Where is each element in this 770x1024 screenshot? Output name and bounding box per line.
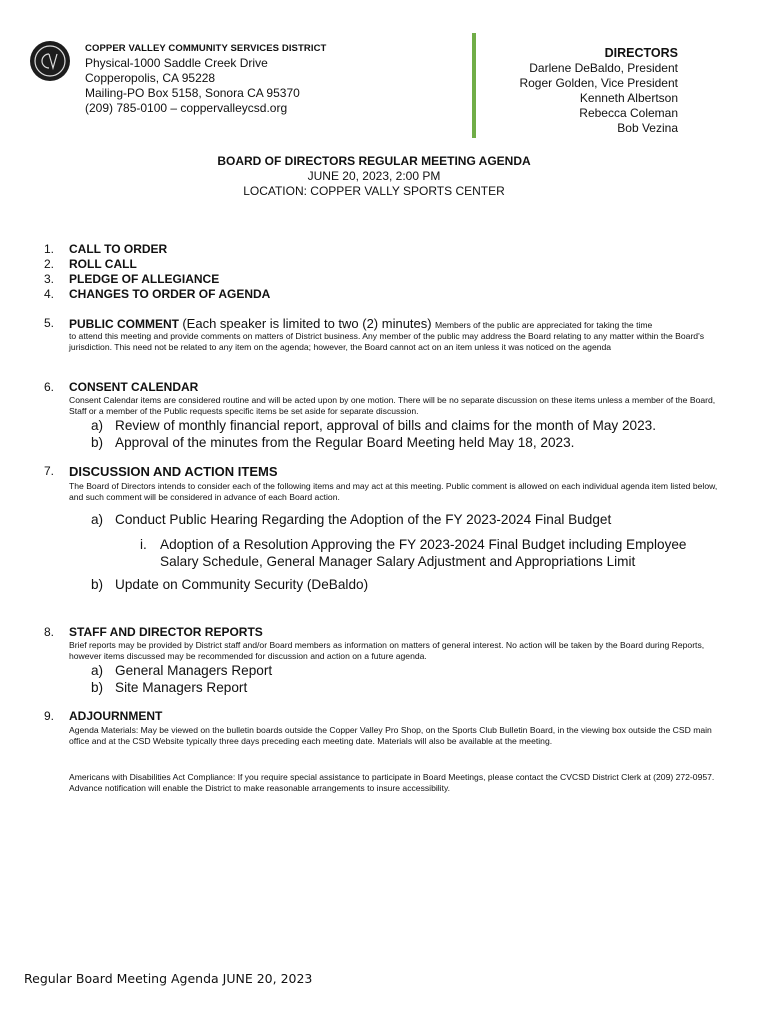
sub-sub-item xyxy=(140,536,720,570)
director-name: Bob Vezina xyxy=(617,121,678,135)
item-description: Brief reports may be provided by District staff and/or Board members as information on matters of general interest. No action will be taken by the Board during Reports, however items discussed may be recommended for discussion and action on a future agenda. xyxy=(69,640,705,661)
item-label: CHANGES TO ORDER OF AGENDA xyxy=(69,287,271,301)
page-footer: Regular Board Meeting Agenda JUNE 20, 2023 xyxy=(24,971,313,986)
item-label: ADJOURNMENT xyxy=(69,709,163,723)
item-label: CONSENT CALENDAR xyxy=(69,380,199,394)
address-physical: Physical-1000 Saddle Creek Drive xyxy=(85,56,268,70)
org-block xyxy=(85,41,326,116)
item-label: PLEDGE OF ALLEGIANCE xyxy=(69,272,220,286)
item-label: PUBLIC COMMENT xyxy=(69,317,179,331)
sub-text: Review of monthly financial report, approval of bills and claims for the month of May 2023. xyxy=(115,418,656,433)
header-divider xyxy=(472,33,476,138)
sub-marker: a) xyxy=(91,418,104,433)
sub-item xyxy=(91,512,611,528)
sub-item xyxy=(91,663,272,679)
item-label: CALL TO ORDER xyxy=(69,242,168,256)
ada-compliance-note: Americans with Disabilities Act Compliance: If you require special assistance to participate in Board Meetings, please contact the CVCSD District Clerk at (209) 272-0957. Advance notification will enable the District to make reasonable arrangements to insure accessibility. xyxy=(69,772,715,793)
item-label-suffix: (Each speaker is limited to two (2) minutes) xyxy=(182,316,432,331)
directors-block xyxy=(519,46,678,136)
sub-marker: b) xyxy=(91,680,104,695)
logo-emblem-icon xyxy=(30,41,70,81)
sub-sub-text: Adoption of a Resolution Approving the FY 2023-2024 Final Budget including Employee Salary Schedule, General Manager Salary Adjustment and Appropriations Limit xyxy=(160,537,687,569)
agenda-title-block xyxy=(0,154,748,199)
sub-marker: b) xyxy=(91,577,104,592)
sub-item xyxy=(91,435,574,451)
sub-marker: a) xyxy=(91,663,104,678)
item-number: 3. xyxy=(44,272,55,286)
meeting-date: JUNE 20, 2023, 2:00 PM xyxy=(307,169,441,183)
item-label: DISCUSSION AND ACTION ITEMS xyxy=(69,464,278,479)
item-label: STAFF AND DIRECTOR REPORTS xyxy=(69,625,263,639)
sub-marker: a) xyxy=(91,512,104,527)
address-mailing: Mailing-PO Box 5158, Sonora CA 95370 xyxy=(85,86,300,100)
sub-text: Approval of the minutes from the Regular Board Meeting held May 18, 2023. xyxy=(115,435,575,450)
item-number: 1. xyxy=(44,242,55,256)
item-number: 4. xyxy=(44,287,55,301)
sub-item xyxy=(91,577,368,593)
sub-item xyxy=(91,680,247,696)
directors-heading: DIRECTORS xyxy=(604,46,678,60)
meeting-location: LOCATION: COPPER VALLY SPORTS CENTER xyxy=(243,184,505,198)
item-number: 7. xyxy=(44,464,55,478)
director-name: Roger Golden, Vice President xyxy=(519,76,678,90)
item-number: 5. xyxy=(44,316,55,330)
agenda-title: BOARD OF DIRECTORS REGULAR MEETING AGENDA xyxy=(217,154,531,168)
item-label: ROLL CALL xyxy=(69,257,137,271)
director-name: Kenneth Albertson xyxy=(579,91,678,105)
sub-text: Site Managers Report xyxy=(115,680,248,695)
org-name: COPPER VALLEY COMMUNITY SERVICES DISTRICT xyxy=(85,43,327,54)
sub-text: Conduct Public Hearing Regarding the Adoption of the FY 2023-2024 Final Budget xyxy=(115,512,612,527)
item-number: 9. xyxy=(44,709,55,723)
item-number: 2. xyxy=(44,257,55,271)
item-desc-inline: Members of the public are appreciated for taking the time xyxy=(434,320,653,330)
sub-sub-marker: i. xyxy=(140,537,147,552)
item-number: 8. xyxy=(44,625,55,639)
sub-marker: b) xyxy=(91,435,104,450)
district-logo xyxy=(30,41,70,81)
sub-text: General Managers Report xyxy=(115,663,273,678)
item-description: Consent Calendar items are considered routine and will be acted upon by one motion. There will be no separate discussion on these items unless a member of the Board, Staff or a member of the Public requests specific items be set aside for separate discussion. xyxy=(69,395,716,416)
director-name: Rebecca Coleman xyxy=(579,106,678,120)
address-city: Copperopolis, CA 95228 xyxy=(85,71,216,85)
sub-text: Update on Community Security (DeBaldo) xyxy=(115,577,369,592)
item-description: Agenda Materials: May be viewed on the bulletin boards outside the Copper Valley Pro Shop, on the Sports Club Bulletin Board, in the viewing box outside the CSD main office and at the CSD Website typically three days preceding each meeting date. Materials will also be available at the meeting. xyxy=(69,725,712,746)
contact-line: (209) 785-0100 – coppervalleycsd.org xyxy=(85,101,288,115)
director-name: Darlene DeBaldo, President xyxy=(529,61,678,75)
item-number: 6. xyxy=(44,380,55,394)
item-description: The Board of Directors intends to consider each of the following items and may act at this meeting. Public comment is allowed on each individual agenda item listed below, and such comment will be considered in advance of each Board action. xyxy=(69,481,718,502)
item-description: to attend this meeting and provide comments on matters of District business. Any member of the public may address the Board relating to any matter within the Board's jurisdiction. This need not be related to any item on the agenda; however, the Board cannot act on an item unless it was noticed on the agenda xyxy=(69,331,705,352)
sub-item xyxy=(91,418,656,434)
